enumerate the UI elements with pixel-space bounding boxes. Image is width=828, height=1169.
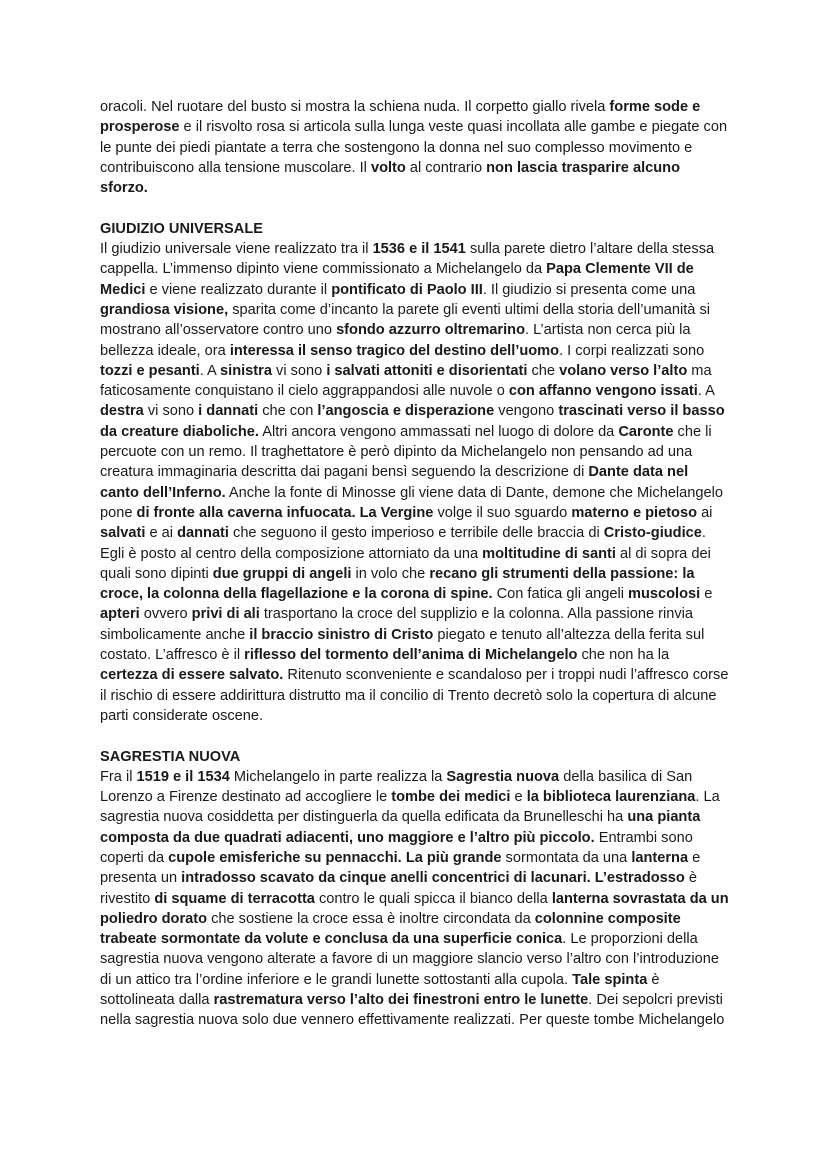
section-paragraph [100, 239, 730, 726]
body-text: trasportano la croce del supplizio e la colonna. Alla passione rinvia simbolicamente anche [100, 606, 693, 643]
body-text: vengono [494, 403, 559, 420]
body-text: è sottolineata dalla [100, 971, 660, 1009]
body-text: . La sagrestia nuova cosiddetta per distinguerla da quella edificata da Brunelleschi ha [100, 789, 720, 826]
bold-text: interessa il senso tragico del destino dell’uomo [229, 342, 560, 359]
body-text: sormontata da una [501, 849, 632, 866]
body-text: ovvero [139, 606, 192, 623]
bold-text: una pianta composta da due quadrati adiacenti, uno maggiore e l’altro più piccolo. [100, 809, 701, 846]
body-text: . A [697, 383, 715, 400]
body-text: Michelangelo in parte realizza la [229, 768, 447, 785]
bold-text: rastrematura verso l’alto dei finestroni entro le lunette [213, 992, 589, 1009]
body-text: e viene realizzato durante il [145, 281, 332, 298]
body-text: . Egli è posto al centro della composizione attorniato da una [100, 525, 706, 562]
body-text: ai [697, 504, 713, 521]
section-spacer [100, 198, 730, 218]
body-text: e [510, 789, 527, 806]
body-text: che li percuote con un remo. Il traghettatore è però dipinto da Michelangelo non pensando ad una creatura immaginaria descritta dai pagani bensì seguendo la descrizione di [100, 423, 712, 481]
body-text: Entrambi sono coperti da [100, 829, 693, 866]
body-text: che seguono il gesto imperioso e terribile delle braccia di [228, 525, 604, 542]
bold-text: pontificato di Paolo III [331, 281, 483, 298]
body-text: che con [258, 403, 318, 420]
bold-text: forme sode e prosperose [100, 99, 701, 136]
body-text: che non ha la [577, 647, 670, 664]
body-text: e il risvolto rosa si articola sulla lunga veste quasi incollata alle gambe e piegate con le punte dei piedi piantate a terra che sostengono la donna nel suo complesso movimento e contribuiscono alla tensione muscolare. Il [100, 119, 728, 176]
body-text: ma faticosamente conquistano il cielo aggrappandosi alle nuvole o [100, 362, 712, 400]
body-text: sparita come d’incanto la parete gli eventi ultimi della storia dell’umanità si mostrano all’osservatore contro uno [100, 301, 710, 339]
bold-text: trascinati verso il basso da creature diaboliche. [100, 403, 725, 440]
bold-text: Sagrestia nuova [446, 768, 560, 785]
body-text: e presenta un [100, 849, 701, 887]
body-text: contro le quali spicca il bianco della [314, 890, 552, 907]
bold-text: non lascia trasparire alcuno sforzo. [100, 159, 680, 197]
bold-text: La più grande [405, 849, 502, 866]
bold-text: destra [100, 403, 144, 420]
bold-text: Tale spinta [572, 971, 648, 988]
bold-text: 1536 e il 1541 [372, 241, 466, 258]
section-spacer [100, 726, 730, 746]
bold-text: apteri [100, 606, 140, 623]
bold-text: moltitudine di santi [482, 545, 616, 562]
body-text: piegato e tenuto all’altezza della ferita sul costato. L’affresco è il [100, 626, 705, 664]
bold-text: i salvati attoniti e disorientati [326, 362, 528, 379]
bold-text: privi di ali [191, 606, 260, 623]
bold-text: sinistra [220, 362, 272, 379]
bold-text: sfondo azzurro oltremarino [336, 322, 525, 339]
bold-text: Papa Clemente VII de Medici [100, 261, 694, 298]
bold-text: l’angoscia e disperazione [317, 403, 495, 420]
bold-text: certezza di essere salvato. [100, 667, 284, 684]
bold-text: tombe dei medici [391, 789, 511, 806]
bold-text: i dannati [198, 403, 259, 420]
bold-text: grandiosa visione, [100, 301, 229, 318]
bold-text: lanterna [631, 849, 689, 866]
bold-text: Cristo-giudice [603, 525, 702, 542]
bold-text: salvati [100, 525, 146, 542]
bold-text: colonnine composite trabeate sormontate da volute e conclusa da una superficie conica [100, 910, 681, 948]
body-text: Con fatica gli angeli [492, 586, 629, 603]
body-text: della basilica di San Lorenzo a Firenze destinato ad accogliere le [100, 768, 693, 806]
bold-text: due gruppi di angeli [212, 565, 352, 582]
bold-text: la biblioteca laurenziana [526, 789, 696, 806]
bold-text: materno e pietoso [571, 504, 698, 521]
bold-text: dannati [177, 525, 229, 542]
bold-text: con affanno vengono issati [508, 383, 698, 400]
bold-text: La Vergine [359, 504, 434, 521]
body-text: e ai [145, 525, 178, 542]
body-text: e [700, 586, 713, 603]
bold-text: tozzi e pesanti [100, 362, 200, 379]
bold-text: cupole emisferiche su pennacchi. [168, 849, 402, 866]
body-text: . Le proporzioni della sagrestia nuova vengono alterate a favore di un maggiore slancio verso l’altro con l’introduzione di un attico tra l’ordine inferiore e le grandi lunette sottostanti alla cupola. [100, 931, 719, 988]
body-text: Altri ancora vengono ammassati nel luogo di dolore da [258, 423, 619, 440]
body-text: volge il suo sguardo [433, 504, 572, 521]
section-paragraph [100, 97, 730, 198]
document-page [100, 97, 730, 1031]
section-heading: SAGRESTIA NUOVA [100, 748, 241, 765]
bold-text: di fronte alla caverna infuocata. [136, 504, 356, 521]
body-text: Anche la fonte di Minosse gli viene data di Dante, demone che Michelangelo pone [100, 484, 724, 521]
body-text: . Il giudizio si presenta come una [482, 281, 696, 298]
body-text: vi sono [143, 403, 199, 420]
body-text: Fra il [100, 768, 137, 785]
bold-text: muscolosi [628, 586, 701, 603]
bold-text: L’estradosso [594, 870, 685, 887]
bold-text: 1519 e il 1534 [136, 768, 230, 785]
body-text: Il giudizio universale viene realizzato tra il [100, 241, 373, 258]
body-text: al contrario [405, 159, 487, 176]
body-text: che [527, 362, 560, 379]
body-text: in volo che [351, 565, 430, 582]
bold-text: lanterna sovrastata da un poliedro dorato [100, 890, 729, 927]
body-text: Ritenuto sconveniente e scandaloso per i troppi nudi l’affresco corse il rischio di essere addirittura distrutto ma il concilio di Trento decretò solo la copertura di alcune parti considerate oscene. [100, 667, 729, 724]
bold-text: volano verso l’alto [559, 362, 688, 379]
body-text: . I corpi realizzati sono [559, 342, 705, 359]
bold-text: Dante data nel canto dell’Inferno. [100, 464, 689, 501]
bold-text: intradosso scavato da cinque anelli concentrici di lacunari. [181, 870, 591, 887]
bold-text: Caronte [618, 423, 674, 440]
bold-text: volto [370, 159, 406, 176]
body-text: oracoli. Nel ruotare del busto si mostra la schiena nuda. Il corpetto giallo rivela [100, 99, 610, 115]
bold-text: recano gli strumenti della passione: la croce, la colonna della flagellazione e la corona di spine. [100, 565, 695, 603]
body-text: . L’artista non cerca più la bellezza ideale, ora [100, 322, 691, 359]
body-text: è rivestito [100, 870, 697, 907]
body-text: . Dei sepolcri previsti nella sagrestia nuova solo due vennero effettivamente realizzati. Per queste tombe Michelangelo [100, 992, 725, 1029]
bold-text: riflesso del tormento dell’anima di Michelangelo [244, 647, 578, 664]
body-text: che sostiene la croce essa è inoltre circondata da [207, 910, 535, 927]
body-text: sulla parete dietro l’altare della stessa cappella. L’immenso dipinto viene commissionato a Michelangelo da [100, 241, 715, 278]
document-body [100, 97, 730, 1031]
body-text: . A [199, 362, 221, 379]
section-heading: GIUDIZIO UNIVERSALE [100, 220, 263, 237]
body-text: al di sopra dei quali sono dipinti [100, 545, 711, 582]
section-paragraph [100, 767, 730, 1031]
body-text: vi sono [271, 362, 327, 379]
bold-text: di squame di terracotta [154, 890, 315, 907]
bold-text: il braccio sinistro di Cristo [249, 626, 434, 643]
